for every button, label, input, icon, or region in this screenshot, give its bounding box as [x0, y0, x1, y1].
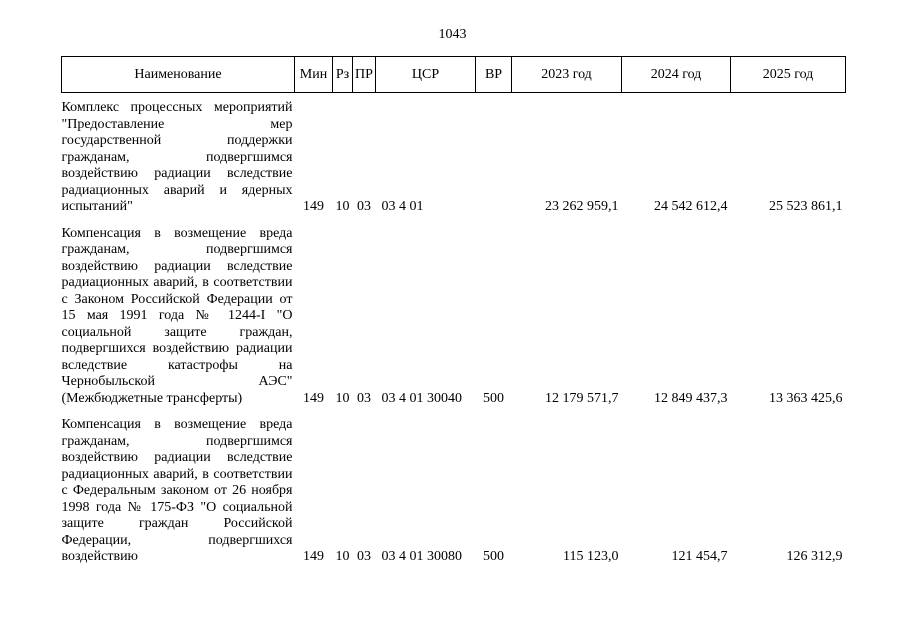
header-2024: 2024 год	[622, 57, 731, 93]
row-min: 149	[303, 549, 324, 564]
header-name: Наименование	[62, 57, 295, 93]
header-vr: ВР	[476, 57, 512, 93]
row-csr: 03 4 01 30040	[381, 390, 462, 406]
row-csr: 03 4 01 30080	[381, 549, 462, 564]
row-2025: 126 312,9	[786, 549, 843, 564]
row-2023: 23 262 959,1	[545, 199, 619, 214]
row-2024: 12 849 437,3	[654, 390, 728, 406]
row-vr	[476, 100, 512, 226]
header-rz: Рз	[333, 57, 353, 93]
row-name: Комплекс процессных мероприятий "Предоставление мер государственной поддержки гражданам, подвергшимся воздействию радиации вследствие радиационных аварий и ядерных испытаний"	[61, 100, 293, 214]
row-pr: 03	[357, 549, 371, 564]
row-csr: 03 4 01	[381, 199, 424, 214]
row-rz: 10	[335, 390, 350, 406]
budget-table	[61, 56, 846, 566]
row-min: 149	[303, 390, 324, 406]
table-header-row	[62, 57, 846, 93]
row-2025: 13 363 425,6	[769, 390, 843, 406]
header-pr: ПР	[353, 57, 376, 93]
row-min: 149	[303, 199, 324, 214]
row-pr: 03	[357, 390, 371, 406]
row-2023: 12 179 571,7	[545, 390, 619, 406]
table-row	[62, 417, 846, 566]
row-rz: 10	[335, 549, 350, 564]
header-csr: ЦСР	[376, 57, 476, 93]
row-name: Компенсация в возмещение вреда гражданам, подвергшимся воздействию радиации вследствие радиационных аварий, в соответствии с Законом Российской Федерации от 15 мая 1991 года № 1244-I "О социальной защите граждан, подвергшихся воздействию радиации вследствие катастрофы на Чернобыльской АЭС" (Межбюджетные трансферты)	[61, 225, 293, 406]
header-2023: 2023 год	[512, 57, 622, 93]
table-row	[62, 100, 846, 226]
table-row	[62, 226, 846, 418]
row-2024: 24 542 612,4	[654, 199, 728, 214]
header-min: Мин	[295, 57, 333, 93]
row-pr: 03	[357, 199, 371, 214]
row-name: Компенсация в возмещение вреда гражданам, подвергшимся воздействию радиации вследствие радиационных аварий, в соответствии с Федеральным законом от 26 ноября 1998 года № 175-ФЗ "О социальной защите граждан Российской Федерации, подвергшихся воздействию	[61, 417, 293, 564]
row-vr: 500	[483, 390, 504, 406]
header-2025: 2025 год	[731, 57, 846, 93]
row-rz: 10	[335, 199, 350, 214]
row-2023: 115 123,0	[563, 549, 619, 564]
row-2024: 121 454,7	[671, 549, 728, 564]
page-number: 1043	[438, 27, 467, 42]
row-2025: 25 523 861,1	[769, 199, 843, 214]
row-vr: 500	[483, 549, 504, 564]
